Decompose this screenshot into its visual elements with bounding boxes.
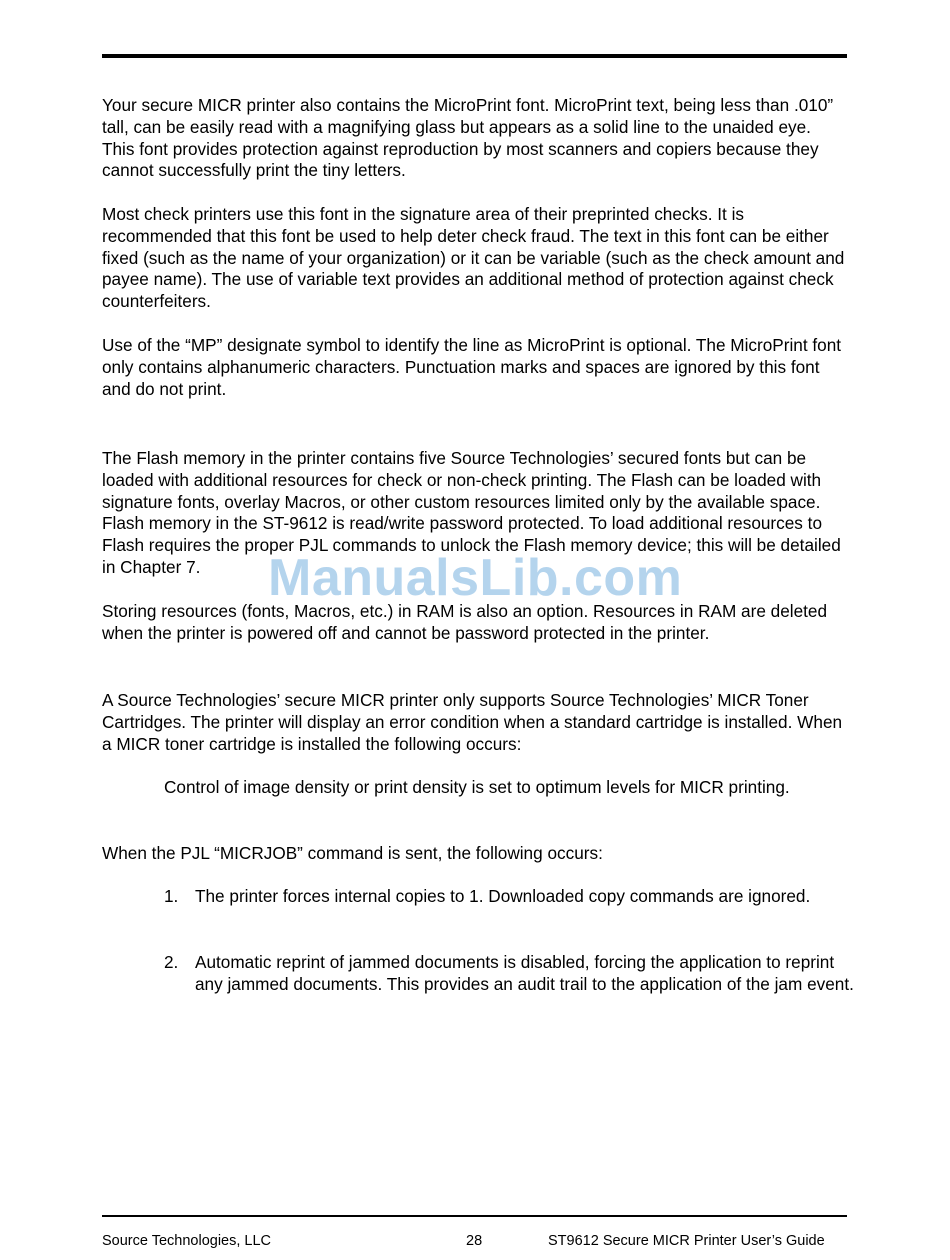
paragraph-micr-toner: A Source Technologies’ secure MICR printer only supports Source Technologies’ MICR Toner Cartridges. The printer will display an error condition when a standard cartridge is installed. When a MICR toner cartridge is installed the following occurs:: [102, 690, 843, 754]
paragraph-micrjob-command: When the PJL “MICRJOB” command is sent, the following occurs:: [102, 843, 603, 863]
paragraph-density-control: Control of image density or print density is set to optimum levels for MICR printing.: [164, 777, 790, 797]
paragraph-ram-storage: Storing resources (fonts, Macros, etc.) in RAM is also an option. Resources in RAM are deleted when the printer is powered off and cannot be password protected in the printer.: [102, 601, 828, 643]
footer-rule: [102, 1215, 847, 1217]
list-item-number: 2.: [164, 952, 179, 972]
list-item-text: The printer forces internal copies to 1. Downloaded copy commands are ignored.: [195, 886, 811, 906]
paragraph-mp-symbol: Use of the “MP” designate symbol to identify the line as MicroPrint is optional. The MicroPrint font only contains alphanumeric characters. Punctuation marks and spaces are ignored by this font and do not print.: [102, 335, 842, 399]
list-item-number: 1.: [164, 886, 179, 906]
paragraph-microprint-usage: Most check printers use this font in the signature area of their preprinted checks. It is recommended that this font be used to help deter check fraud. The text in this font can be either fixed (such as the name of your organization) or it can be variable (such as the check amount and payee name). The use of variable text provides an additional method of protection against check counterfeiters.: [102, 204, 845, 312]
list-item: [164, 886, 854, 908]
footer-page-number: 28: [466, 1233, 483, 1249]
footer-company: Source Technologies, LLC: [102, 1233, 272, 1249]
paragraph-microprint-intro: Your secure MICR printer also contains the MicroPrint font. MicroPrint text, being less than .010” tall, can be easily read with a magnifying glass but appears as a solid line to the unaided eye. This font provides protection against reproduction by most scanners and copiers because they cannot successfully print the tiny letters.: [102, 95, 834, 181]
list-item: [164, 952, 854, 996]
list-item-text: Automatic reprint of jammed documents is disabled, forcing the application to reprint any jammed documents. This provides an audit trail to the application of the jam event.: [195, 952, 854, 994]
header-rule: [102, 54, 847, 58]
paragraph-flash-memory: The Flash memory in the printer contains five Source Technologies’ secured fonts but can be loaded with additional resources for check or non-check printing. The Flash can be loaded with signature fonts, overlay Macros, or other custom resources limited only by the available space. Flash memory in the ST-9612 is read/write password protected. To load additional resources to Flash requires the proper PJL commands to unlock the Flash memory device; this will be detailed in Chapter 7.: [102, 448, 841, 577]
watermark: ManualsLib.com: [268, 549, 683, 607]
footer-document-title: ST9612 Secure MICR Printer User’s Guide: [548, 1233, 825, 1249]
